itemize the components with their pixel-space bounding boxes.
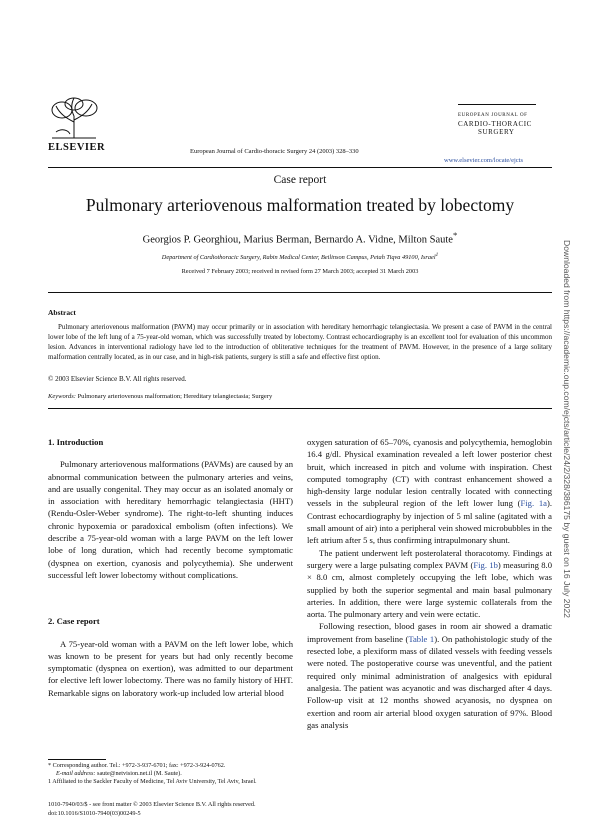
corresponding-footnote: * Corresponding author. Tel.: +972-3-937-6701; fax: +972-3-924-0762. <box>48 762 226 769</box>
right-p1-text-b: ). Contrast echocardiography by injection of 5 ml saline (agitated with a small amount of air) into a peripheral vein showed microbubbles in the left atrium after 5 s, thus confirming intrapulmonary shunt. <box>307 498 552 546</box>
right-paragraph-1 <box>307 436 552 547</box>
abstract-body: Pulmonary arteriovenous malformation (PAVM) may occur primarily or in association with hereditary hemorrhagic telangiectasia. We present a case of PAVM in the central lower lobe of the left lung of a 75-year-old woman, which was successfully treated by lobectomy. Contrast echocardiography is an excellent tool for evaluation of this uncommon lesion. Advances in interventional radiology have led to the introduction of obliterative techniques for the treatment of PAVM. However, in the presence of a large solitary malformation centrally located, as in our case, and in high-risk patients, surgery is still a safe and effective first option. <box>48 323 552 361</box>
right-paragraph-3 <box>307 620 552 731</box>
intro-paragraph: Pulmonary arteriovenous malformations (PAVMs) are caused by an abnormal communication between the pulmonary arteries and veins, and are usually congenital. They may occur as an isolated anomaly or in association with hereditary hemorrhagic telangiectasia (HHT) (Rendu-Osler-Weber syndrome). The right-to-left shunting induces chronic hypoxemia or paradoxical embolism (often infections). We describe a 75-year-old woman with a large PAVM on the left lower lobe of long duration, which had recently become symptomatic (dyspnea on exertion, cyanosis and polycythemia). She underwent successful left lower lobectomy without complications. <box>48 459 293 580</box>
right-p2-text-a: The patient underwent left posterolateral thoracotomy. Findings at surgery were a large pulsating complex PAVM ( <box>307 547 552 570</box>
publisher-name: ELSEVIER <box>48 142 106 153</box>
bottom-info <box>48 800 256 818</box>
affiliation <box>0 252 600 261</box>
email-label: E-mail address: <box>56 770 96 777</box>
left-column <box>48 436 293 699</box>
table-1-link[interactable]: Table 1 <box>408 633 435 644</box>
corresponding-author-mark[interactable]: * <box>452 230 458 240</box>
keywords-label: Keywords: <box>48 393 76 400</box>
journal-logo-line3: SURGERY <box>478 128 515 136</box>
fig-1a-link[interactable]: Fig. 1a <box>520 498 547 509</box>
right-p2-text-b: ) measuring 8.0 × 8.0 cm, almost completely occupying the left lobe, which was supplied by both the superior segmental and main basal pulmonary arteries. In addition, there were large systemic collaterals from the aorta. The pulmonary artery and vein were ectatic. <box>307 559 552 620</box>
right-p1-text-a: oxygen saturation of 65–70%, cyanosis and polycythemia, hemoglobin 16.4 g/dl. Physical examination revealed a left lower posterior chest bruit, which increased in pitch and volume with inspiration. Chest computed tomography (CT) with contrast enhancement showed a high-density large nodular lesion centrally located with connecting vessels in the subpleural region of the left lower lung ( <box>307 437 552 509</box>
abstract-bottom-rule <box>48 408 552 409</box>
keywords <box>48 393 272 400</box>
doi-line: doi:10.1016/S1010-7940(03)00249-5 <box>48 810 141 817</box>
affiliation-mark[interactable]: 1 <box>435 252 439 258</box>
download-stamp: Downloaded from https://academic.oup.com/ejcts/article/24/2/328/386175 by guest on 16 July 2022 <box>562 240 572 618</box>
footnotes <box>48 762 298 786</box>
abstract-copyright: © 2003 Elsevier Science B.V. All rights reserved. <box>48 375 187 383</box>
article-title: Pulmonary arteriovenous malformation treated by lobectomy <box>85 195 515 215</box>
journal-logo-rule <box>458 104 536 105</box>
issn-line: 1010-7940/03/$ - see front matter © 2003 Elsevier Science B.V. All rights reserved. <box>48 801 256 808</box>
abstract-top-rule <box>48 292 552 293</box>
case-report-paragraph: A 75-year-old woman with a PAVM on the left lower lobe, which was known to be present for years but had only recently become symptomatic (dyspnea on exertion), was admitted to our department for elective left lower lobectomy. There was no family history of HHT. Remarkable signs on laboratory work-up included low arterial blood <box>48 638 293 698</box>
author-list <box>0 230 600 246</box>
right-p3-text-b: ). On pathohistologic study of the resected lobe, a plexiform mass of dilated vessels with feeding vessels were noted. The postoperative course was uneventful, and the patient required only minimal administration of analgesics with epidural analgesia. The patient was acyanotic and was discharged after 4 days. Follow-up visit at 12 months showed acyanosis, no dyspnea on exertion and room air arterial blood oxygen saturation of 97%. Blood gas analysis <box>307 633 552 730</box>
journal-url-link[interactable]: www.elsevier.com/locate/ejcts <box>444 157 523 164</box>
header-rule <box>48 167 552 168</box>
affiliation-text: Department of Cardiothoracic Surgery, Rabin Medical Center, Beilinson Campus, Petah Tiqva 49100, Israel <box>161 254 436 262</box>
fig-1b-link[interactable]: Fig. 1b <box>473 559 498 570</box>
abstract-heading: Abstract <box>48 308 76 317</box>
journal-logo-line2: CARDIO-THORACIC <box>458 120 532 128</box>
keywords-text: Pulmonary arteriovenous malformation; Hereditary telangiectasia; Surgery <box>77 393 273 400</box>
footnote-rule <box>48 759 106 760</box>
intro-heading: 1. Introduction <box>48 437 104 447</box>
right-p3-text-a: Following resection, blood gases in room air showed a dramatic improvement from baseline ( <box>307 621 552 644</box>
article-type: Case report <box>273 174 327 186</box>
author-names: Georgios P. Georghiou, Marius Berman, Bernardo A. Vidne, Milton Saute <box>142 234 453 246</box>
received-dates: Received 7 February 2003; received in revised form 27 March 2003; accepted 31 March 2003 <box>181 268 419 275</box>
case-report-heading: 2. Case report <box>48 616 100 627</box>
publisher-logo <box>48 96 104 153</box>
journal-reference: European Journal of Cardio-thoracic Surgery 24 (2003) 328–330 <box>190 148 359 155</box>
journal-logo <box>458 112 532 136</box>
email-address[interactable]: saute@netvision.net.il (M. Saute). <box>97 770 182 777</box>
affiliated-footnote: 1 Affiliated to the Sackler Faculty of Medicine, Tel Aviv University, Tel Aviv, Israel. <box>48 778 257 785</box>
journal-logo-line1: EUROPEAN JOURNAL OF <box>458 113 528 118</box>
right-paragraph-2 <box>307 547 552 621</box>
right-column <box>307 436 552 731</box>
elsevier-tree-icon <box>48 96 100 140</box>
